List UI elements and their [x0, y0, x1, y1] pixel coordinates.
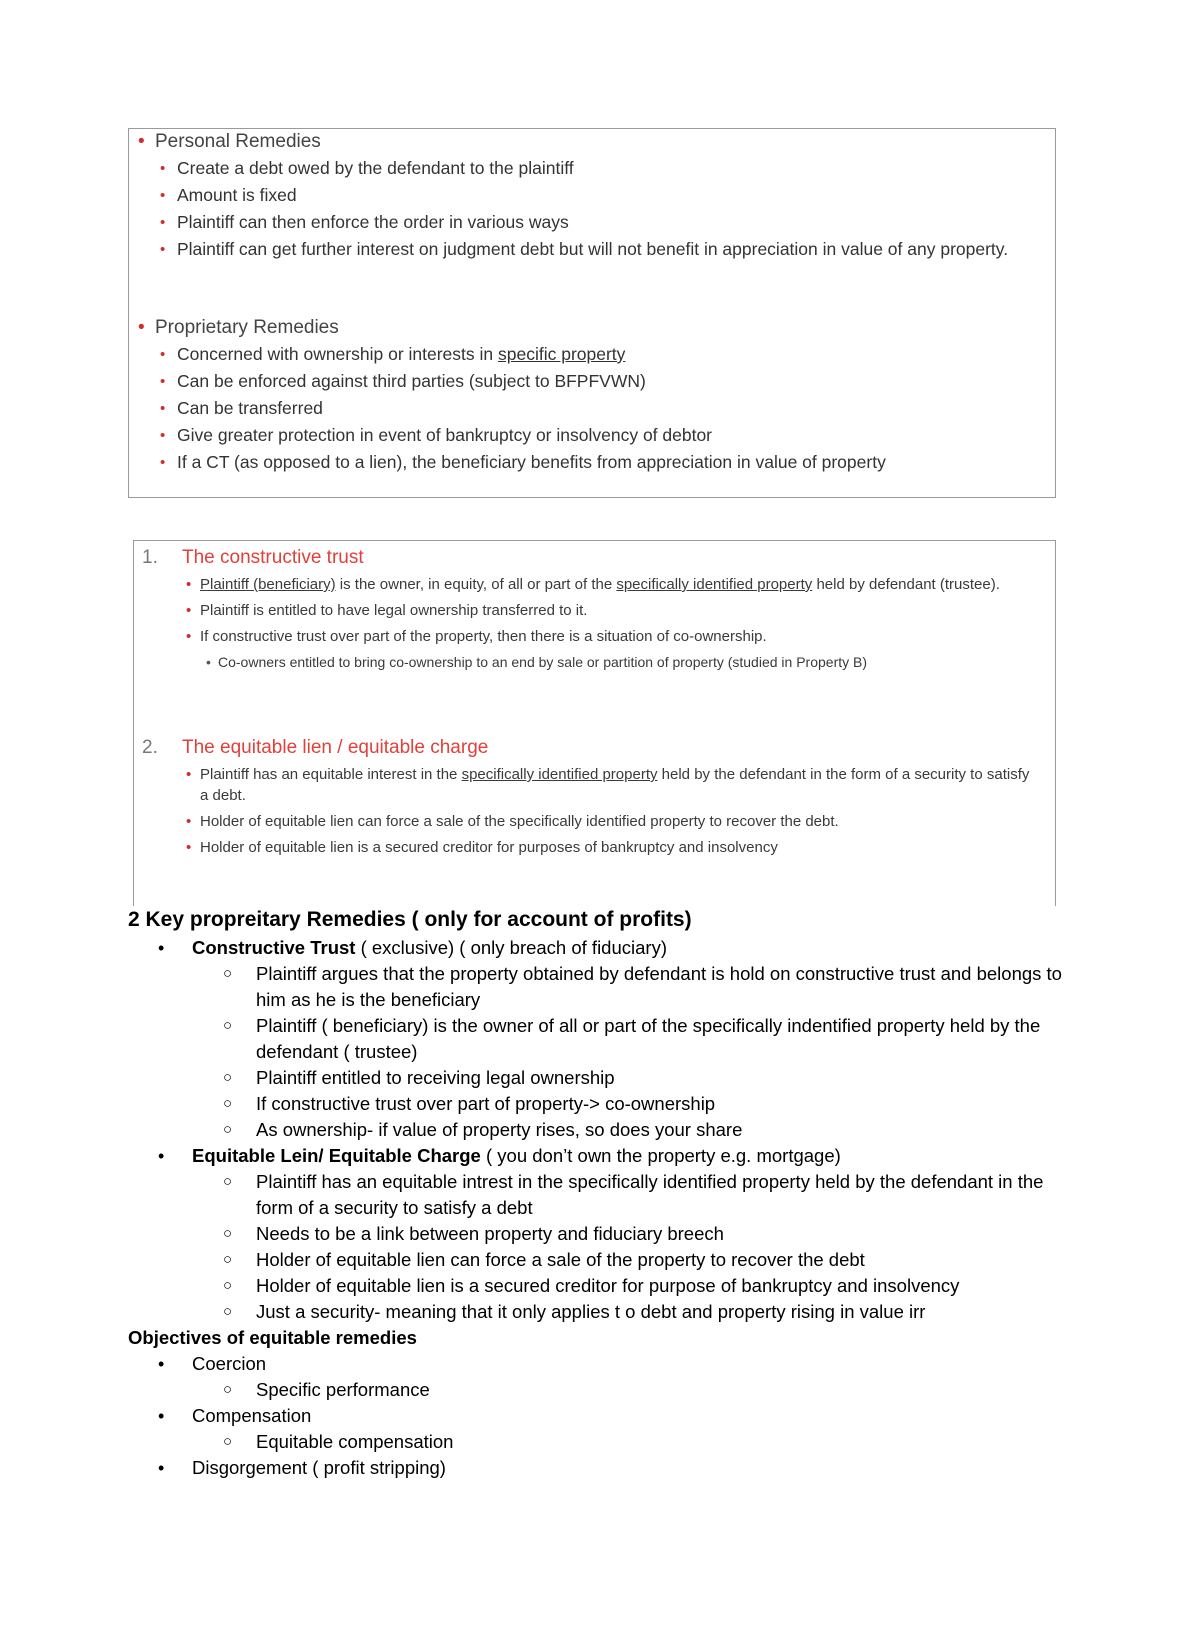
constructive-trust-list — [142, 574, 1037, 673]
notes-title: 2 Key propreitary Remedies ( only for account of profits) — [128, 908, 692, 931]
proprietary-remedies-group — [135, 315, 1035, 478]
list-item: • Plaintiff can get further interest on judgment debt but will not benefit in appreciation in value of any property. — [160, 239, 1009, 259]
equitable-lien-heading: 2. The equitable lien / equitable charge — [142, 737, 489, 758]
bullet-icon: • — [138, 317, 145, 338]
list-item: • Can be transferred — [160, 398, 323, 418]
bullet-icon: • — [186, 628, 192, 645]
bullet-icon: • — [160, 160, 166, 177]
bullet-icon: • — [160, 241, 166, 258]
list-item: • Holder of equitable lien can force a sale of the specifically identified property to recover the debt. — [186, 813, 839, 830]
bullet-icon: • — [186, 839, 192, 856]
bullet-icon: • — [160, 400, 166, 417]
bullet-icon: • — [160, 187, 166, 204]
notes-section — [128, 905, 1068, 1481]
list-item: • Concerned with ownership or interests in specific property — [160, 344, 626, 364]
list-item: • Plaintiff is entitled to have legal ownership transferred to it. — [186, 602, 588, 619]
list-item: ○ As ownership- if value of property rises, so does your share — [128, 1117, 1068, 1143]
list-item: ○ Just a security- meaning that it only applies t o debt and property rising in value irr — [128, 1299, 1068, 1325]
personal-remedies-heading: • Personal Remedies — [135, 129, 1035, 155]
list-item: • Can be enforced against third parties (subject to BFPFVWN) — [160, 371, 646, 391]
proprietary-remedies-heading: • Proprietary Remedies — [135, 315, 1035, 341]
list-item: • If a CT (as opposed to a lien), the beneficiary benefits from appreciation in value of property — [160, 452, 886, 472]
constructive-trust-heading: 1. The constructive trust — [142, 547, 364, 568]
list-item: • If constructive trust over part of the property, then there is a situation of co-ownership. — [186, 628, 767, 645]
hollow-bullet-icon: ○ — [223, 1303, 233, 1320]
hollow-bullet-icon: ○ — [223, 1277, 233, 1294]
bullet-icon: • — [160, 214, 166, 231]
list-item: ○ Holder of equitable lien can force a sale of the property to recover the debt — [128, 1247, 1068, 1273]
list-item: ○ Holder of equitable lien is a secured creditor for purpose of bankruptcy and insolvency — [128, 1273, 1068, 1299]
bullet-icon: • — [160, 427, 166, 444]
hollow-bullet-icon: ○ — [223, 965, 233, 982]
list-item: • Give greater protection in event of bankruptcy or insolvency of debtor — [160, 425, 713, 445]
list-item: ○ Specific performance — [128, 1377, 1068, 1403]
hollow-bullet-icon: ○ — [223, 1173, 233, 1190]
slide-remedies-overview — [128, 128, 1056, 498]
bullet-icon: • — [158, 938, 165, 958]
list-item: • Coercion — [128, 1351, 1068, 1377]
hollow-bullet-icon: ○ — [223, 1017, 233, 1034]
list-item: ○ Plaintiff ( beneficiary) is the owner of all or part of the specifically indentified property held by the defendant ( trustee) — [223, 1015, 1041, 1062]
list-item: ○ Needs to be a link between property and fiduciary breech — [128, 1221, 1068, 1247]
bullet-icon: • — [160, 373, 166, 390]
bullet-icon: • — [186, 813, 192, 830]
list-item: ○ Plaintiff argues that the property obtained by defendant is hold on constructive trust and belongs to him as he is the beneficiary — [223, 963, 1062, 1010]
hollow-bullet-icon: ○ — [223, 1433, 233, 1450]
list-item: • Plaintiff can then enforce the order in various ways — [160, 212, 569, 232]
list-item: • Equitable Lein/ Equitable Charge ( you don’t own the property e.g. mortgage) — [128, 1143, 1068, 1169]
list-item: • Amount is fixed — [160, 185, 297, 205]
personal-remedies-group — [135, 129, 1035, 265]
list-item: ○ If constructive trust over part of property-> co-ownership — [128, 1091, 1068, 1117]
list-item: • Create a debt owed by the defendant to the plaintiff — [160, 158, 574, 178]
list-item: • Disgorgement ( profit stripping) — [128, 1455, 1068, 1481]
hollow-bullet-icon: ○ — [223, 1121, 233, 1138]
bullet-icon: • — [186, 766, 192, 783]
objectives-heading: Objectives of equitable remedies — [128, 1327, 417, 1348]
bullet-icon: • — [186, 576, 192, 593]
bullet-icon: • — [186, 602, 192, 619]
list-item: • Plaintiff has an equitable interest in the specifically identified property held by the defendant in the form of a security to satisfy a debt. — [186, 766, 1030, 804]
hollow-bullet-icon: ○ — [223, 1251, 233, 1268]
list-item: • Constructive Trust ( exclusive) ( only breach of fiduciary) — [128, 935, 1068, 961]
bullet-icon: • — [158, 1146, 165, 1166]
bullet-icon: • — [138, 131, 145, 152]
hollow-bullet-icon: ○ — [223, 1225, 233, 1242]
equitable-lien-list — [142, 764, 1037, 858]
list-item: • Co-owners entitled to bring co-ownership to an end by sale or partition of property (studied in Property B) — [142, 652, 1037, 673]
constructive-trust-section — [142, 545, 1037, 678]
bullet-icon: • — [206, 654, 211, 670]
bullet-icon: • — [158, 1406, 165, 1426]
list-item: • Holder of equitable lien is a secured creditor for purposes of bankruptcy and insolvency — [186, 839, 778, 856]
list-item: • Compensation — [128, 1403, 1068, 1429]
bullet-icon: • — [158, 1458, 165, 1478]
bullet-icon: • — [160, 454, 166, 471]
list-item: ○ Plaintiff entitled to receiving legal ownership — [128, 1065, 1068, 1091]
bullet-icon: • — [158, 1354, 165, 1374]
proprietary-remedies-list — [135, 343, 1035, 474]
slide-proprietary-types — [133, 540, 1056, 906]
personal-remedies-list — [135, 157, 1035, 261]
equitable-lien-section — [142, 735, 1037, 863]
hollow-bullet-icon: ○ — [223, 1381, 233, 1398]
list-item: ○ Plaintiff has an equitable intrest in the specifically identified property held by the defendant in the form of a security to satisfy a debt — [223, 1171, 1044, 1218]
list-item: • Plaintiff (beneficiary) is the owner, in equity, of all or part of the specifically identified property held by defendant (trustee). — [186, 576, 1000, 593]
list-item: ○ Equitable compensation — [128, 1429, 1068, 1455]
bullet-icon: • — [160, 346, 166, 363]
hollow-bullet-icon: ○ — [223, 1095, 233, 1112]
hollow-bullet-icon: ○ — [223, 1069, 233, 1086]
